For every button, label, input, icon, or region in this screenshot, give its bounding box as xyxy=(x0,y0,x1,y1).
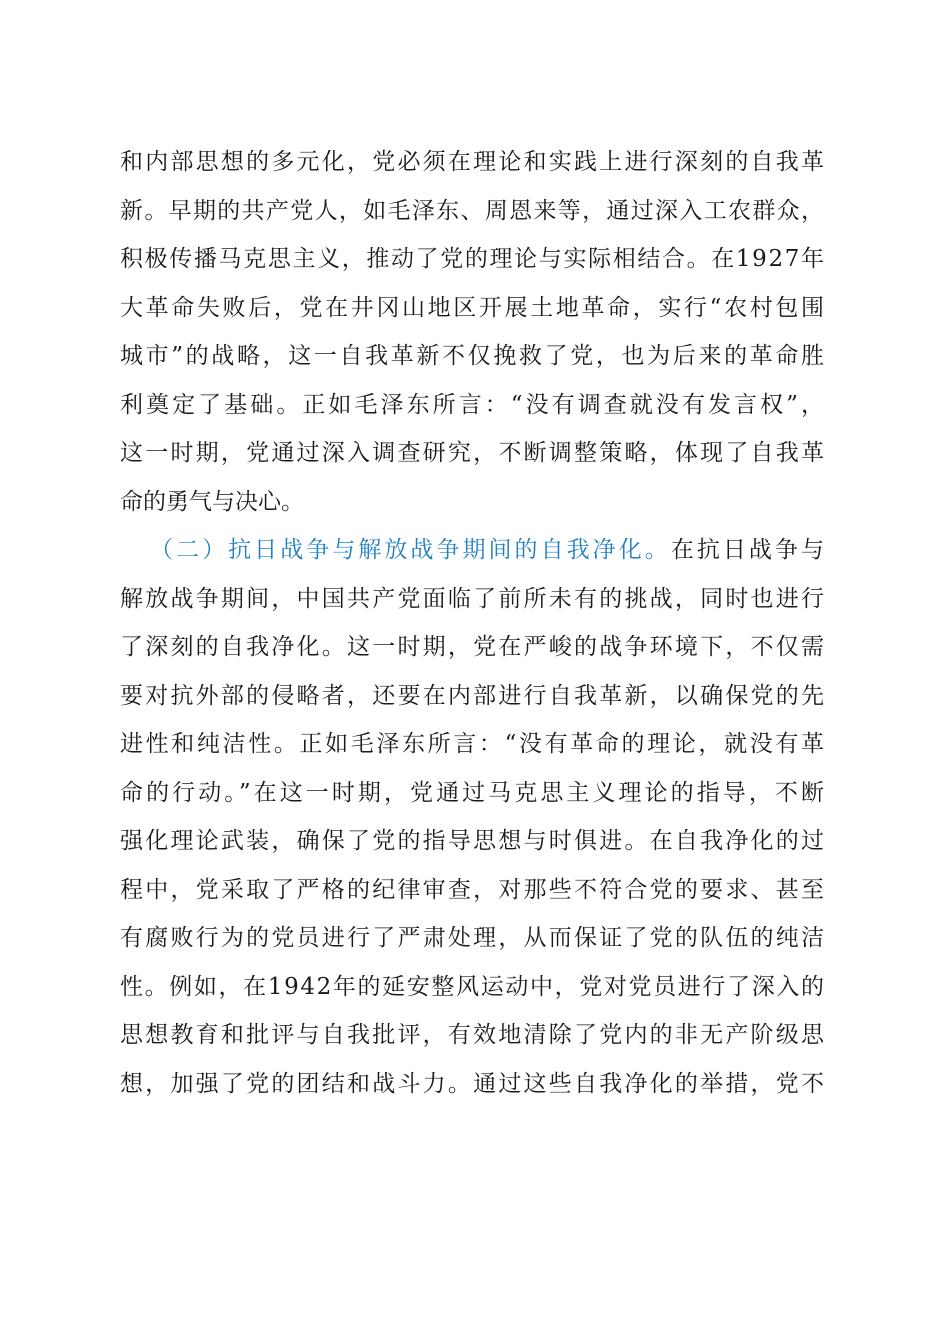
section-heading: （二）抗日战争与解放战争期间的自我净化。 xyxy=(150,537,671,563)
p2-line-3: 了深刻的自我净化。这一时期，党在严峻的战争环境下，不仅需 xyxy=(120,634,827,660)
p1-line-4: 大革命失败后，党在井冈山地区开展土地革命，实行“农村包围 xyxy=(120,294,827,321)
p2-line-10: 性。例如，在1942年的延安整风运动中，党对党员进行了深入的 xyxy=(120,973,826,1000)
p1-line-2: 新。早期的共产党人，如毛泽东、周恩来等，通过深入工农群众， xyxy=(120,197,826,224)
p1-line-8: 命的勇气与决心。 xyxy=(120,488,304,515)
p1-line-3: 积极传播马克思主义，推动了党的理论与实际相结合。在1927年 xyxy=(120,246,826,272)
p1-line-1: 和内部思想的多元化，党必须在理论和实践上进行深刻的自我革 xyxy=(120,149,827,175)
p2-line-9: 有腐败行为的党员进行了严肃处理，从而保证了党的队伍的纯洁 xyxy=(120,925,827,951)
p2-first-line xyxy=(120,526,828,575)
p2-line-2: 解放战争期间，中国共产党面临了前所未有的挑战，同时也进行 xyxy=(120,585,827,612)
p2-line-4: 要对抗外部的侵略者，还要在内部进行自我革新，以确保党的先 xyxy=(120,682,827,709)
p2-line-8: 程中，党采取了严格的纪律审查，对那些不符合党的要求、甚至 xyxy=(120,876,827,903)
p1-line-7: 这一时期，党通过深入调查研究，不断调整策略，体现了自我革 xyxy=(120,440,827,466)
p2-line-12: 想，加强了党的团结和战斗力。通过这些自我净化的举措，党不 xyxy=(120,1070,827,1097)
p2-line-7: 强化理论武装，确保了党的指导思想与时俱进。在自我净化的过 xyxy=(120,828,827,854)
p2-line-6: 命的行动。”在这一时期，党通过马克思主义理论的指导，不断 xyxy=(120,779,828,806)
p1-line-5: 城市”的战略，这一自我革新不仅挽救了党，也为后来的革命胜 xyxy=(120,343,827,369)
body-text xyxy=(120,138,828,1108)
p2-line-5: 进性和纯洁性。正如毛泽东所言：“没有革命的理论，就没有革 xyxy=(120,731,827,757)
p2-first-line-rest: 在抗日战争与 xyxy=(670,537,828,563)
p1-line-6: 利奠定了基础。正如毛泽东所言：“没有调查就没有发言权”， xyxy=(120,391,828,418)
p2-line-11: 思想教育和批评与自我批评，有效地清除了党内的非无产阶级思 xyxy=(120,1022,827,1048)
